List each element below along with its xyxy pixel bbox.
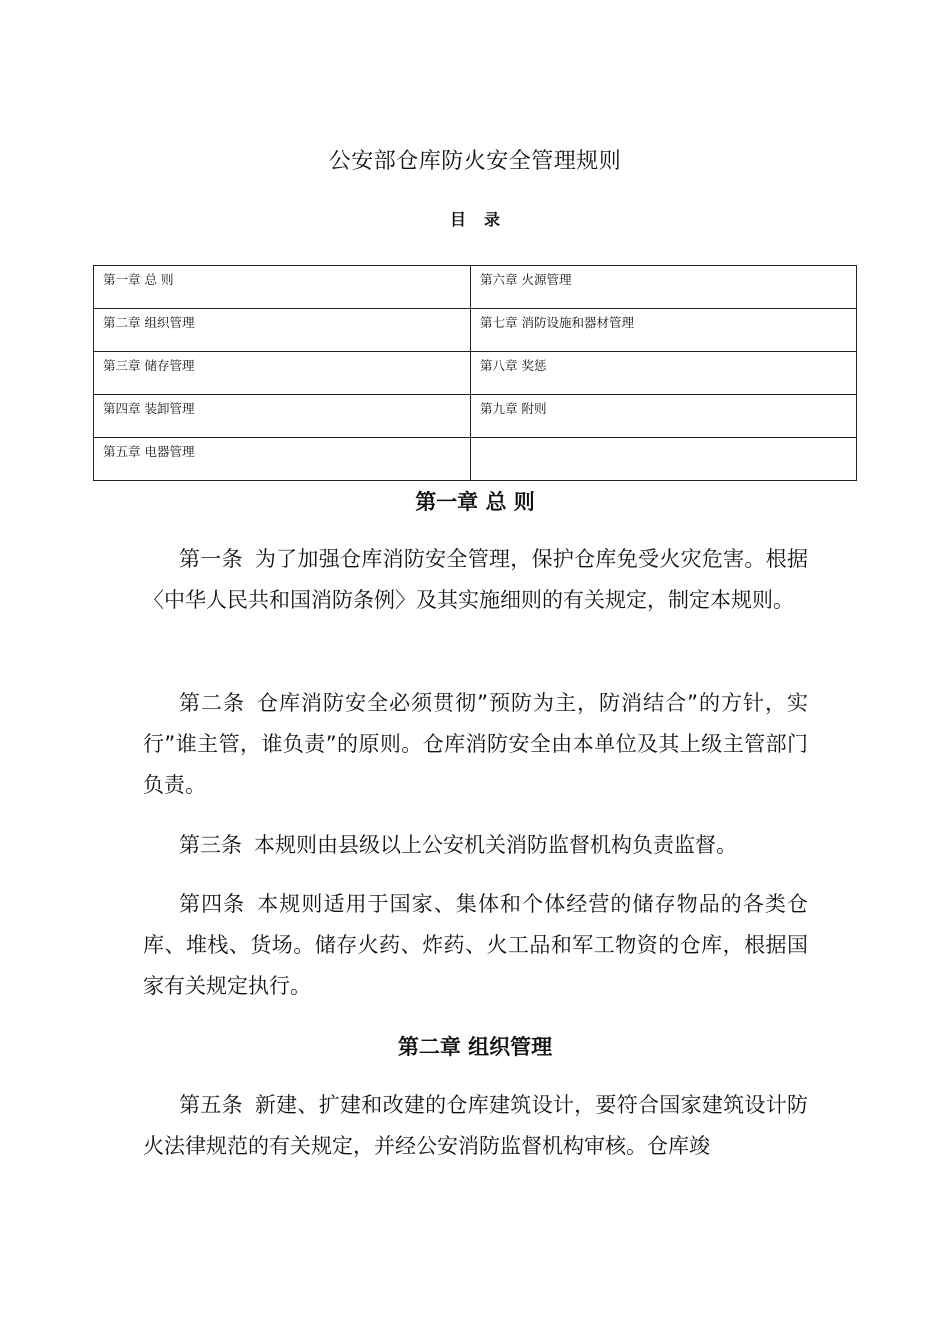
article-number: 第四条 [179, 892, 246, 916]
toc-cell: 第六章 火源管理 [471, 266, 857, 309]
article-number: 第三条 [179, 833, 242, 857]
toc-cell: 第九章 附则 [471, 395, 857, 438]
article-text: 仓库消防安全必须贯彻”预防为主，防消结合”的方针，实行”谁主管，谁负责”的原则。仓库消防安全由本单位及其上级主管部门负责。 [143, 691, 808, 797]
toc-row [94, 438, 857, 481]
toc-row [94, 309, 857, 352]
article-paragraph [143, 825, 808, 866]
toc-heading-char-2: 录 [484, 210, 501, 229]
toc-cell: 第二章 组织管理 [94, 309, 471, 352]
chapter-heading: 第二章 组织管理 [397, 1035, 553, 1059]
chapter-heading: 第一章 总 则 [415, 490, 535, 514]
toc-row [94, 352, 857, 395]
article-text: 本规则由县级以上公安机关消防监督机构负责监督。 [254, 833, 737, 857]
article-number: 第一条 [179, 547, 243, 571]
article-paragraph [143, 539, 808, 621]
toc-cell-empty [471, 438, 857, 481]
document-title: 公安部仓库防火安全管理规则 [328, 149, 622, 174]
toc-table [93, 265, 857, 481]
article-number: 第五条 [179, 1093, 243, 1117]
article-paragraph [143, 884, 808, 1007]
article-text: 新建、扩建和改建的仓库建筑设计，要符合国家建筑设计防火法律规范的有关规定，并经公安消防监督机构审核。仓库竣 [143, 1093, 808, 1158]
toc-heading [0, 208, 950, 232]
toc-row [94, 395, 857, 438]
toc-cell: 第一章 总 则 [94, 266, 471, 309]
article-text: 本规则适用于国家、集体和个体经营的储存物品的各类仓库、堆栈、货场。储存火药、炸药、火工品和军工物资的仓库，根据国家有关规定执行。 [143, 892, 809, 998]
toc-cell: 第五章 电器管理 [94, 438, 471, 481]
article-text: 为了加强仓库消防安全管理，保护仓库免受火灾危害。根据〈中华人民共和国消防条例〉及其实施细则的有关规定，制定本规则。 [143, 547, 808, 612]
article-paragraph [143, 1085, 808, 1167]
toc-cell: 第四章 装卸管理 [94, 395, 471, 438]
toc-cell: 第七章 消防设施和器材管理 [471, 309, 857, 352]
toc-row [94, 266, 857, 309]
toc-heading-char-1: 目 [449, 210, 466, 229]
article-number: 第二条 [179, 691, 246, 715]
toc-cell: 第八章 奖惩 [471, 352, 857, 395]
article-paragraph [143, 683, 808, 806]
toc-cell: 第三章 储存管理 [94, 352, 471, 395]
